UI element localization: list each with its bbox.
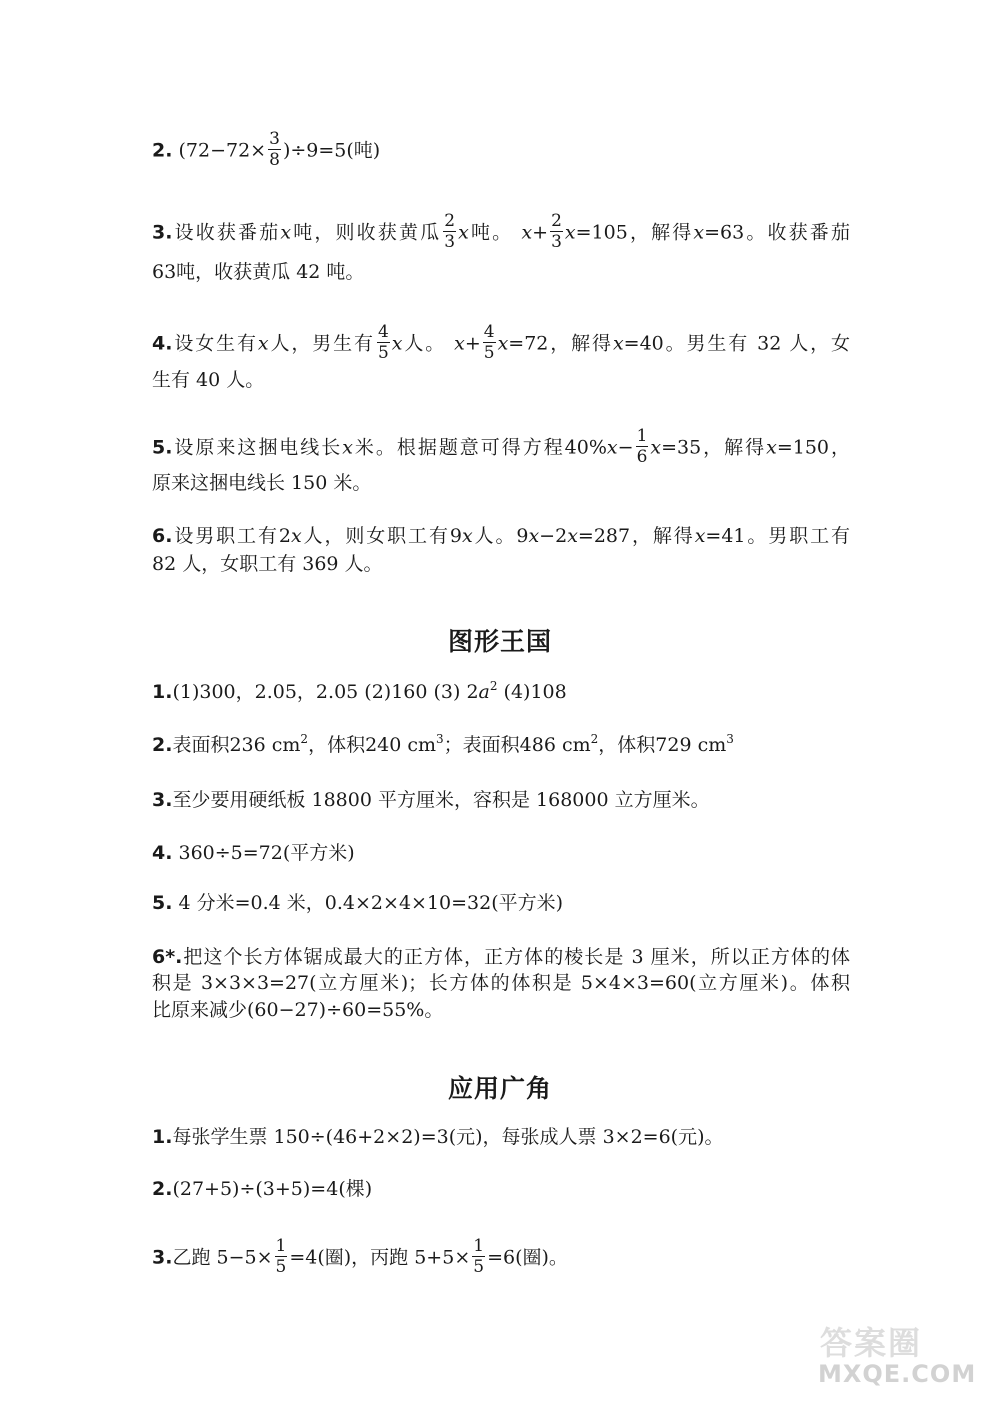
question-number: 5. (152, 436, 173, 459)
s2-q3: 3.至少要用硬纸板 18800 平方厘米，容积是 168000 立方厘米。 (152, 789, 710, 811)
fraction: $\frac{1}{6}$ (636, 426, 648, 467)
s1-q6-line1: 6.设男职工有2x人，则女职工有9x人。9x−2x=287，解得x=41。男职工有 (152, 525, 850, 547)
s2-q6-line2: 积是 3×3×3=27(立方厘米)；长方体的体积是 5×4×3=60(立方厘米)。体积 (152, 972, 850, 994)
fraction: $\frac{1}{5}$ (275, 1236, 287, 1277)
question-number: 2. (152, 139, 173, 162)
s2-q6-line1: 6*.把这个长方体锯成最大的正方体，正方体的棱长是 3 厘米，所以正方体的体 (152, 946, 850, 968)
fraction: $\frac{4}{5}$ (483, 322, 495, 363)
watermark-logo (770, 1318, 977, 1398)
question-number: 2. (152, 1178, 173, 1200)
s3-q2: 2.(27+5)÷(3+5)=4(棵) (152, 1178, 373, 1200)
s1-q3-line1: 3.设收获番茄x吨，则收获黄瓜 $\frac{2}{3}$ x吨。 x+ $\frac{2}{3}$ x=105，解得x=63。收获番茄 (152, 211, 850, 252)
s2-q4: 4. 360÷5=72(平方米) (152, 842, 355, 864)
s1-q3-line2: 63吨，收获黄瓜 42 吨。 (152, 261, 365, 283)
s1-q4-line2: 生有 40 人。 (152, 369, 265, 391)
question-number: 1. (152, 1126, 173, 1148)
question-number: 4. (152, 842, 173, 864)
fraction: $\frac{3}{8}$ (269, 129, 280, 170)
question-number: 2. (152, 734, 173, 756)
question-number: 6. (152, 525, 173, 547)
question-number: 3. (152, 1246, 173, 1269)
question-number: 1. (152, 681, 173, 703)
watermark-url: MXQE.COM (818, 1360, 977, 1388)
section-heading-applications: 应用广角 (447, 1074, 552, 1103)
s2-q1: 1.(1)300，2.05，2.05 (2)160 (3) $2a^2$ (4)108 (152, 679, 567, 703)
question-number: 3. (152, 789, 173, 811)
s1-q6-line2: 82 人，女职工有 369 人。 (152, 553, 383, 575)
s3-q3: 3.乙跑 5−5× $\frac{1}{5}$ =4(圈)，丙跑 5+5× $\frac{1}{5}$ =6(圈)。 (152, 1236, 568, 1277)
watermark-text: 答案圈 (820, 1324, 923, 1362)
s1-q5-line1: 5.设原来这捆电线长x米。根据题意可得方程40%x− $\frac{1}{6}$ x=35，解得x=150， (152, 426, 850, 467)
s1-q4-line1: 4.设女生有x人，男生有 $\frac{4}{5}$ x人。 x+ $\frac{4}{5}$ x=72，解得x=40。男生有 32 人，女 (152, 322, 850, 363)
s2-q2: 2.表面积236 $cm^2$，体积240 $cm^3$；表面积486 $cm^2$，体积729 $cm^3$ (152, 732, 734, 756)
s1-q5-line2: 原来这捆电线长 150 米。 (152, 472, 372, 494)
fraction: $\frac{1}{5}$ (473, 1236, 485, 1277)
s2-q6-line3: 比原来减少(60−27)÷60=55%。 (152, 999, 444, 1021)
question-number: 6*. (152, 946, 183, 968)
question-number: 4. (152, 332, 173, 355)
s1-q2: 2. (72−72× $\frac{3}{8}$ )÷9=5(吨) (152, 129, 381, 170)
fraction: $\frac{2}{3}$ (551, 211, 562, 252)
question-number: 5. (152, 892, 173, 914)
question-number: 3. (152, 221, 173, 244)
section-heading-geometry: 图形王国 (447, 627, 552, 656)
s3-q1: 1.每张学生票 150÷(46+2×2)=3(元)，每张成人票 3×2=6(元)。 (152, 1126, 724, 1148)
fraction: $\frac{4}{5}$ (377, 322, 389, 363)
fraction: $\frac{2}{3}$ (444, 211, 456, 252)
s2-q5: 5. 4 分米=0.4 米，0.4×2×4×10=32(平方米) (152, 892, 564, 914)
